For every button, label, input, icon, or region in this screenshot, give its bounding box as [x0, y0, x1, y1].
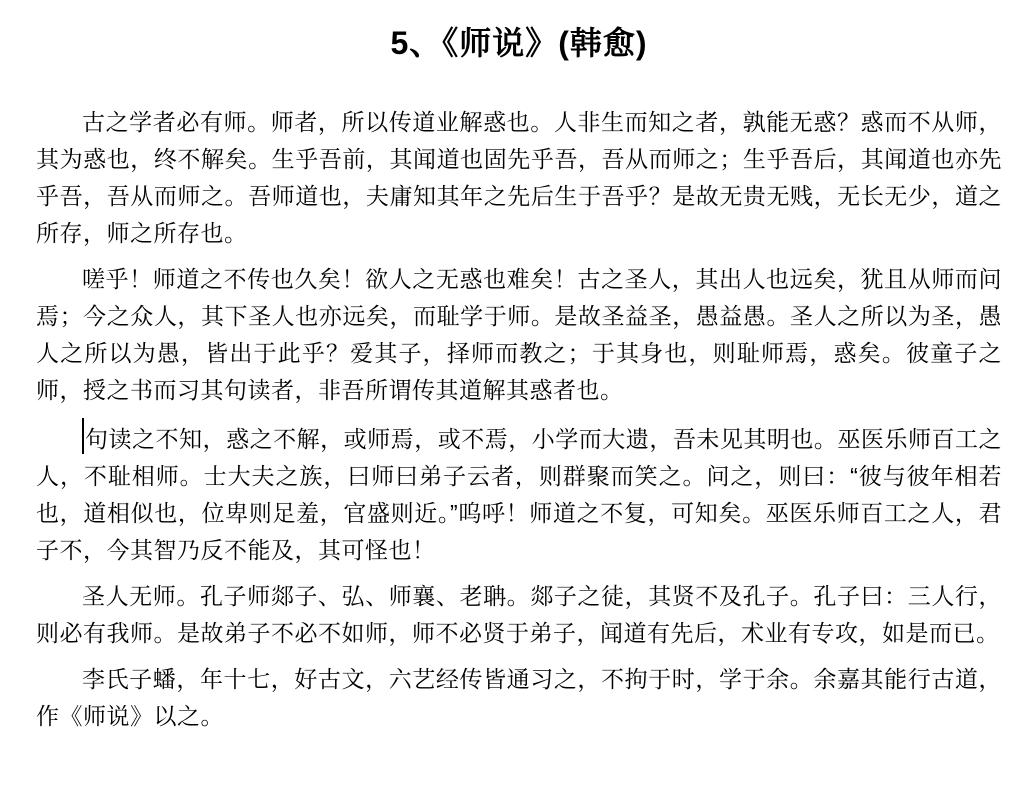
paragraph-1-text: 古之学者必有师。师者，所以传道业解惑也。人非生而知之者，孰能无惑？惑而不从师，其为惑也，终不解矣。生乎吾前，其闻道也固先乎吾，吾从而师之；生乎吾后，其闻道也亦先乎吾，吾从而师之。吾师道也，夫庸知其年之先后生于吾乎？是故无贵无贱，无长无少，道之所存，师之所存也。: [36, 109, 1002, 246]
paragraph-2-text: 嗟乎！师道之不传也久矣！欲人之无惑也难矣！古之圣人，其出人也远矣，犹且从师而问焉；今之众人，其下圣人也亦远矣，而耻学于师。是故圣益圣，愚益愚。圣人之所以为圣，愚人之所以为愚，皆出于此乎？爱其子，择师而教之；于其身也，则耻师焉，惑矣。彼童子之师，授之书而习其句读者，非吾所谓传其道解其惑者也。: [36, 266, 1002, 403]
paragraph-4-text: 圣人无师。孔子师郯子、弘、师襄、老聃。郯子之徒，其贤不及孔子。孔子曰：三人行，则必有我师。是故弟子不必不如师，师不必贤于弟子，闻道有先后，术业有专攻，如是而已。: [36, 583, 1002, 646]
paragraph-3-text: 句读之不知，惑之不解，或师焉，或不焉，小学而大遗，吾未见其明也。巫医乐师百工之人，不耻相师。士大夫之族，曰师曰弟子云者，则群聚而笑之。问之，则曰：“彼与彼年相若也，道相似也，位卑则足羞，官盛则近。”呜呼！师道之不复，可知矣。巫医乐师百工之人，君子不，今其智乃反不能及，其可怪也！: [36, 426, 1002, 563]
document-title[interactable]: 5、《师说》(韩愈): [390, 25, 648, 61]
text-cursor-caret: [82, 418, 84, 454]
document-edit-area[interactable]: [36, 104, 1002, 735]
paragraph-4[interactable]: [36, 578, 1002, 652]
paragraph-3[interactable]: [36, 418, 1002, 569]
paragraph-5-text: 李氏子蟠，年十七，好古文，六艺经传皆通习之，不拘于时，学于余。余嘉其能行古道，作《师说》以之。: [36, 666, 1002, 729]
paragraph-5[interactable]: [36, 661, 1002, 735]
paragraph-2[interactable]: [36, 261, 1002, 409]
paragraph-1[interactable]: [36, 104, 1002, 252]
